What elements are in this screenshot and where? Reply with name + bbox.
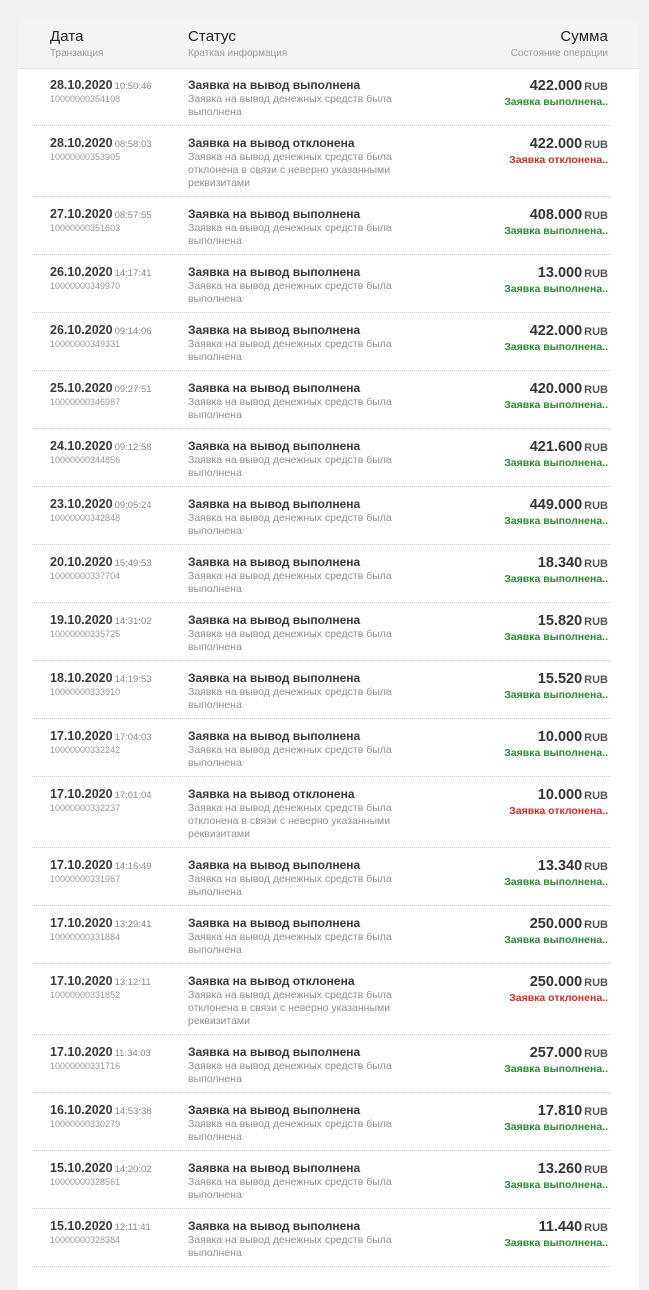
transaction-row[interactable]	[32, 126, 611, 197]
header-sum-title: Сумма	[560, 28, 608, 45]
status-description: Заявка на вывод денежных средств была выполнена	[188, 338, 392, 363]
transaction-id: 10000000351603	[50, 223, 121, 233]
transaction-row[interactable]	[32, 371, 611, 429]
transaction-datetime	[50, 207, 152, 223]
transaction-date-cell	[50, 555, 152, 582]
transaction-time: 14:53:38	[114, 1106, 152, 1117]
transaction-time: 13:29:41	[114, 919, 152, 930]
transaction-date-cell	[50, 1045, 151, 1072]
transaction-status-cell	[188, 555, 418, 596]
operation-state-badge: Заявка выполнена..	[504, 283, 608, 295]
transaction-date-cell	[50, 787, 152, 814]
transaction-amount	[504, 1219, 608, 1236]
status-description: Заявка на вывод денежных средств была отклонена в связи с неверно указанными реквизитами	[188, 151, 392, 189]
transaction-datetime	[50, 787, 152, 803]
status-description: Заявка на вывод денежных средств была выполнена	[188, 570, 392, 595]
transaction-id: 10000000335725	[50, 629, 121, 639]
amount-currency: RUB	[584, 81, 608, 93]
transaction-time: 14:16:49	[114, 861, 152, 872]
transaction-row[interactable]	[32, 848, 611, 906]
transaction-datetime	[50, 974, 151, 990]
transaction-row[interactable]	[32, 1035, 611, 1093]
transaction-datetime	[50, 555, 152, 571]
transaction-amount	[504, 1161, 608, 1178]
amount-currency: RUB	[584, 558, 608, 570]
transaction-amount	[504, 613, 608, 630]
transaction-id: 10000000346987	[50, 397, 121, 407]
transaction-row[interactable]	[32, 429, 611, 487]
amount-currency: RUB	[584, 861, 608, 873]
transaction-status-cell	[188, 497, 418, 538]
amount-value: 11.440	[538, 1219, 583, 1235]
operation-state-badge: Заявка выполнена..	[504, 1179, 608, 1191]
transaction-date-cell	[50, 265, 152, 292]
amount-value: 422.000	[529, 78, 583, 94]
transaction-id: 10000000349970	[50, 281, 121, 291]
amount-value: 13.340	[537, 858, 583, 874]
amount-currency: RUB	[584, 1048, 608, 1060]
amount-value: 422.000	[529, 136, 583, 152]
transaction-amount	[504, 729, 608, 746]
transaction-date-cell	[50, 1161, 152, 1188]
transaction-time: 17:01:04	[114, 790, 152, 801]
transaction-date-cell	[50, 136, 152, 163]
transaction-sum-cell	[504, 207, 608, 238]
transaction-date: 26.10.2020	[50, 265, 113, 279]
status-title: Заявка на вывод выполнена	[188, 1219, 361, 1233]
transaction-date-cell	[50, 729, 152, 756]
transaction-status-cell	[188, 439, 418, 480]
transaction-status-cell	[188, 858, 418, 899]
transaction-row[interactable]	[32, 603, 611, 661]
transaction-date-cell	[50, 78, 152, 105]
operation-state-badge: Заявка выполнена..	[504, 573, 608, 585]
transaction-date: 17.10.2020	[50, 787, 113, 801]
header-sum-column	[511, 28, 608, 60]
header-sum-subtitle: Состояние операции	[510, 48, 608, 59]
transaction-date-cell	[50, 916, 152, 943]
transaction-date: 28.10.2020	[50, 136, 113, 150]
operation-state-badge: Заявка отклонена..	[509, 992, 608, 1004]
operation-state-badge: Заявка выполнена..	[504, 689, 608, 701]
transaction-id: 10000000342848	[50, 513, 121, 523]
transaction-id: 10000000331716	[50, 1061, 121, 1071]
transaction-sum-cell	[504, 497, 608, 528]
transaction-amount	[504, 381, 608, 398]
transaction-id: 10000000333910	[50, 687, 121, 697]
transaction-date-cell	[50, 323, 152, 350]
status-title: Заявка на вывод выполнена	[188, 323, 361, 337]
transaction-id: 10000000331967	[50, 874, 121, 884]
transaction-datetime	[50, 916, 152, 932]
transaction-sum-cell	[509, 787, 608, 818]
transaction-time: 08:58:03	[114, 139, 152, 150]
status-description: Заявка на вывод денежных средств была выполнена	[188, 686, 392, 711]
transaction-amount	[504, 916, 608, 933]
operation-state-badge: Заявка выполнена..	[504, 96, 608, 108]
status-title: Заявка на вывод выполнена	[188, 1045, 361, 1059]
transaction-status-cell	[188, 613, 418, 654]
operation-state-badge: Заявка выполнена..	[504, 1237, 608, 1249]
transaction-status-cell	[188, 1103, 418, 1144]
transaction-date: 15.10.2020	[50, 1219, 113, 1233]
header-date-title: Дата	[50, 28, 84, 45]
status-title: Заявка на вывод выполнена	[188, 729, 361, 743]
status-description: Заявка на вывод денежных средств была выполнена	[188, 1060, 392, 1085]
transaction-status-cell	[188, 974, 418, 1028]
status-description: Заявка на вывод денежных средств была выполнена	[188, 93, 392, 118]
transaction-sum-cell	[504, 323, 608, 354]
transaction-datetime	[50, 1219, 151, 1235]
status-title: Заявка на вывод отклонена	[188, 974, 355, 988]
amount-value: 421.600	[529, 439, 583, 455]
status-description: Заявка на вывод денежных средств была отклонена в связи с неверно указанными реквизитами	[188, 989, 392, 1027]
amount-currency: RUB	[584, 442, 608, 454]
amount-currency: RUB	[584, 674, 608, 686]
transaction-id: 10000000328384	[50, 1235, 121, 1245]
status-title: Заявка на вывод выполнена	[188, 1103, 361, 1117]
transaction-list	[18, 68, 639, 1267]
amount-value: 408.000	[529, 207, 583, 223]
transaction-date-cell	[50, 1103, 152, 1130]
transaction-date: 17.10.2020	[50, 916, 113, 930]
operation-state-badge: Заявка выполнена..	[504, 457, 608, 469]
transaction-sum-cell	[504, 78, 608, 109]
transaction-amount	[504, 671, 608, 688]
status-title: Заявка на вывод выполнена	[188, 497, 361, 511]
status-title: Заявка на вывод выполнена	[188, 207, 361, 221]
status-description: Заявка на вывод денежных средств была выполнена	[188, 1176, 392, 1201]
transaction-time: 14:20:02	[114, 1164, 152, 1175]
transaction-sum-cell	[509, 136, 608, 167]
amount-currency: RUB	[584, 790, 608, 802]
amount-value: 257.000	[529, 1045, 583, 1061]
header-status-title: Статус	[188, 28, 237, 45]
transaction-sum-cell	[504, 729, 608, 760]
transaction-id: 10000000330279	[50, 1119, 121, 1129]
transaction-datetime	[50, 439, 152, 455]
transaction-sum-cell	[504, 381, 608, 412]
transaction-status-cell	[188, 787, 418, 841]
status-title: Заявка на вывод выполнена	[188, 265, 361, 279]
transaction-amount	[504, 323, 608, 340]
status-description: Заявка на вывод денежных средств была выполнена	[188, 396, 392, 421]
amount-currency: RUB	[584, 919, 608, 931]
status-description: Заявка на вывод денежных средств была выполнена	[188, 454, 392, 479]
header-date-subtitle: Транзакция	[50, 48, 104, 59]
amount-value: 18.340	[537, 555, 583, 571]
amount-value: 250.000	[529, 974, 583, 990]
amount-value: 449.000	[529, 497, 583, 513]
amount-currency: RUB	[584, 1106, 608, 1118]
status-description: Заявка на вывод денежных средств была выполнена	[188, 512, 392, 537]
amount-value: 15.820	[537, 613, 583, 629]
transaction-row[interactable]	[32, 545, 611, 603]
transaction-sum-cell	[504, 1103, 608, 1134]
transaction-id: 10000000331852	[50, 990, 121, 1000]
transaction-id: 10000000354108	[50, 94, 121, 104]
amount-value: 13.260	[537, 1161, 583, 1177]
transaction-row[interactable]	[32, 1151, 611, 1209]
transaction-datetime	[50, 613, 152, 629]
transaction-row[interactable]	[32, 964, 611, 1035]
amount-value: 10.000	[537, 729, 583, 745]
transaction-date: 17.10.2020	[50, 1045, 113, 1059]
transaction-row[interactable]	[32, 68, 611, 126]
transaction-date-cell	[50, 613, 152, 640]
transaction-date-cell	[50, 439, 152, 466]
status-description: Заявка на вывод денежных средств была выполнена	[188, 628, 392, 653]
transaction-status-cell	[188, 265, 418, 306]
transaction-time: 14:19:53	[114, 674, 152, 685]
transaction-status-cell	[188, 1045, 418, 1086]
transaction-row[interactable]	[32, 1093, 611, 1151]
transaction-date: 17.10.2020	[50, 974, 113, 988]
transaction-row[interactable]	[32, 1209, 611, 1267]
operation-state-badge: Заявка выполнена..	[504, 1063, 608, 1075]
transaction-time: 10:50:46	[114, 81, 152, 92]
transaction-status-cell	[188, 78, 418, 119]
transaction-datetime	[50, 671, 152, 687]
operation-state-badge: Заявка выполнена..	[504, 631, 608, 643]
transaction-datetime	[50, 265, 152, 281]
status-description: Заявка на вывод денежных средств была выполнена	[188, 931, 392, 956]
transaction-amount	[504, 207, 608, 224]
status-title: Заявка на вывод выполнена	[188, 78, 361, 92]
amount-currency: RUB	[584, 1222, 608, 1234]
amount-currency: RUB	[584, 384, 608, 396]
transaction-date-cell	[50, 671, 152, 698]
transaction-id: 10000000332242	[50, 745, 121, 755]
transaction-date-cell	[50, 974, 151, 1001]
transaction-datetime	[50, 729, 152, 745]
transaction-datetime	[50, 497, 152, 513]
transaction-sum-cell	[504, 613, 608, 644]
transaction-time: 17:04:03	[114, 732, 152, 743]
transaction-datetime	[50, 858, 152, 874]
transaction-sum-cell	[504, 1045, 608, 1076]
transaction-amount	[509, 136, 608, 153]
transaction-id: 10000000344856	[50, 455, 121, 465]
transaction-amount	[504, 1045, 608, 1062]
transaction-datetime	[50, 381, 152, 397]
operation-state-badge: Заявка выполнена..	[504, 1121, 608, 1133]
transaction-date: 26.10.2020	[50, 323, 113, 337]
operation-state-badge: Заявка выполнена..	[504, 225, 608, 237]
status-title: Заявка на вывод выполнена	[188, 671, 361, 685]
transaction-amount	[504, 78, 608, 95]
transaction-sum-cell	[509, 974, 608, 1005]
transaction-datetime	[50, 1161, 152, 1177]
transaction-date: 17.10.2020	[50, 729, 113, 743]
transaction-id: 10000000328561	[50, 1177, 121, 1187]
amount-value: 422.000	[529, 323, 583, 339]
transaction-amount	[504, 555, 608, 572]
transaction-sum-cell	[504, 1219, 608, 1250]
transaction-amount	[504, 439, 608, 456]
transaction-row[interactable]	[32, 255, 611, 313]
transaction-time: 14:31:02	[114, 616, 152, 627]
transaction-datetime	[50, 136, 152, 152]
transaction-time: 08:57:55	[114, 210, 152, 221]
status-description: Заявка на вывод денежных средств была выполнена	[188, 1118, 392, 1143]
transaction-status-cell	[188, 1219, 418, 1260]
transaction-sum-cell	[504, 671, 608, 702]
amount-currency: RUB	[584, 616, 608, 628]
operation-state-badge: Заявка выполнена..	[504, 515, 608, 527]
status-title: Заявка на вывод выполнена	[188, 381, 361, 395]
transaction-amount	[504, 497, 608, 514]
transaction-amount	[509, 974, 608, 991]
transaction-datetime	[50, 323, 152, 339]
amount-value: 420.000	[529, 381, 583, 397]
status-title: Заявка на вывод отклонена	[188, 136, 355, 150]
amount-value: 17.810	[537, 1103, 583, 1119]
transaction-sum-cell	[504, 265, 608, 296]
transaction-status-cell	[188, 136, 418, 190]
status-description: Заявка на вывод денежных средств была выполнена	[188, 222, 392, 247]
status-title: Заявка на вывод отклонена	[188, 787, 355, 801]
operation-state-badge: Заявка отклонена..	[509, 154, 608, 166]
transaction-row[interactable]	[32, 487, 611, 545]
transaction-status-cell	[188, 323, 418, 364]
transaction-amount	[504, 1103, 608, 1120]
transaction-datetime	[50, 1045, 151, 1061]
transaction-date-cell	[50, 497, 152, 524]
transaction-row[interactable]	[32, 661, 611, 719]
transaction-row[interactable]	[32, 719, 611, 777]
transaction-id: 10000000331884	[50, 932, 121, 942]
transaction-datetime	[50, 1103, 152, 1119]
transaction-sum-cell	[504, 1161, 608, 1192]
transaction-time: 13:12:11	[114, 977, 151, 988]
transaction-id: 10000000349331	[50, 339, 121, 349]
operation-state-badge: Заявка выполнена..	[504, 341, 608, 353]
operation-state-badge: Заявка выполнена..	[504, 934, 608, 946]
transaction-time: 09:12:58	[114, 442, 152, 453]
transaction-date: 23.10.2020	[50, 497, 113, 511]
status-title: Заявка на вывод выполнена	[188, 439, 361, 453]
amount-currency: RUB	[584, 210, 608, 222]
operation-state-badge: Заявка выполнена..	[504, 876, 608, 888]
status-description: Заявка на вывод денежных средств была отклонена в связи с неверно указанными реквизитами	[188, 802, 392, 840]
transaction-amount	[504, 858, 608, 875]
transaction-date: 19.10.2020	[50, 613, 113, 627]
transaction-time: 11:34:03	[114, 1048, 151, 1059]
header-status-subtitle: Краткая информация	[188, 48, 288, 59]
amount-currency: RUB	[584, 977, 608, 989]
amount-currency: RUB	[584, 1164, 608, 1176]
transaction-status-cell	[188, 729, 418, 770]
transaction-date: 16.10.2020	[50, 1103, 113, 1117]
transaction-id: 10000000353905	[50, 152, 121, 162]
transaction-datetime	[50, 78, 152, 94]
table-header	[18, 20, 639, 69]
transaction-row[interactable]	[32, 197, 611, 255]
transaction-amount	[504, 265, 608, 282]
transaction-row[interactable]	[32, 777, 611, 848]
transaction-status-cell	[188, 1161, 418, 1202]
transactions-panel	[18, 20, 639, 1290]
transaction-amount	[509, 787, 608, 804]
amount-currency: RUB	[584, 500, 608, 512]
amount-currency: RUB	[584, 139, 608, 151]
transaction-row[interactable]	[32, 313, 611, 371]
transaction-status-cell	[188, 381, 418, 422]
transaction-time: 09:14:06	[114, 326, 152, 337]
transaction-date-cell	[50, 207, 152, 234]
transaction-date: 25.10.2020	[50, 381, 113, 395]
transaction-id: 10000000337704	[50, 571, 121, 581]
status-description: Заявка на вывод денежных средств была выполнена	[188, 280, 392, 305]
operation-state-badge: Заявка отклонена..	[509, 805, 608, 817]
transaction-sum-cell	[504, 916, 608, 947]
transaction-sum-cell	[504, 555, 608, 586]
transaction-date: 20.10.2020	[50, 555, 113, 569]
amount-currency: RUB	[584, 326, 608, 338]
amount-value: 13.000	[537, 265, 583, 281]
header-date-column	[50, 28, 103, 60]
status-title: Заявка на вывод выполнена	[188, 858, 361, 872]
transaction-date: 17.10.2020	[50, 858, 113, 872]
status-description: Заявка на вывод денежных средств была выполнена	[188, 744, 392, 769]
transaction-time: 12:11:41	[114, 1222, 151, 1233]
transaction-date-cell	[50, 858, 152, 885]
status-title: Заявка на вывод выполнена	[188, 916, 361, 930]
amount-value: 15.520	[537, 671, 583, 687]
transaction-status-cell	[188, 916, 418, 957]
transaction-date-cell	[50, 381, 152, 408]
transaction-status-cell	[188, 207, 418, 248]
transaction-time: 14:17:41	[114, 268, 152, 279]
transaction-sum-cell	[504, 858, 608, 889]
transaction-date: 18.10.2020	[50, 671, 113, 685]
status-title: Заявка на вывод выполнена	[188, 555, 361, 569]
transaction-date: 15.10.2020	[50, 1161, 113, 1175]
header-status-column	[188, 28, 287, 60]
transaction-time: 09:05:24	[114, 500, 152, 511]
amount-value: 10.000	[537, 787, 583, 803]
operation-state-badge: Заявка выполнена..	[504, 747, 608, 759]
status-description: Заявка на вывод денежных средств была выполнена	[188, 1234, 392, 1259]
amount-currency: RUB	[584, 732, 608, 744]
transaction-date: 27.10.2020	[50, 207, 113, 221]
transaction-date: 24.10.2020	[50, 439, 113, 453]
transaction-id: 10000000332237	[50, 803, 121, 813]
transaction-row[interactable]	[32, 906, 611, 964]
transaction-sum-cell	[504, 439, 608, 470]
status-title: Заявка на вывод выполнена	[188, 1161, 361, 1175]
operation-state-badge: Заявка выполнена..	[504, 399, 608, 411]
transaction-date-cell	[50, 1219, 151, 1246]
status-title: Заявка на вывод выполнена	[188, 613, 361, 627]
amount-value: 250.000	[529, 916, 583, 932]
transaction-time: 15:49:53	[114, 558, 152, 569]
transaction-time: 09:27:51	[114, 384, 152, 395]
amount-currency: RUB	[584, 268, 608, 280]
transaction-date: 28.10.2020	[50, 78, 113, 92]
transaction-status-cell	[188, 671, 418, 712]
status-description: Заявка на вывод денежных средств была выполнена	[188, 873, 392, 898]
